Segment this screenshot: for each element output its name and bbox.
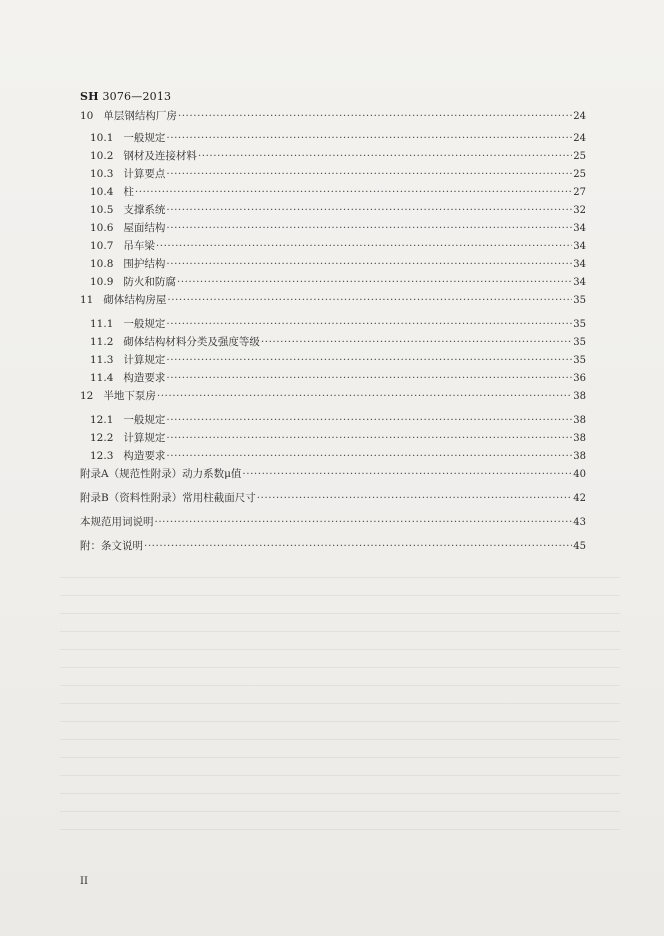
toc-entry-page: 35 — [573, 319, 586, 330]
toc-entry[interactable] — [80, 538, 586, 554]
toc-leader-dots — [144, 538, 572, 554]
toc-entry[interactable] — [90, 334, 586, 350]
toc-entry-number: 10.2 — [90, 150, 114, 162]
toc-entry-page: 42 — [573, 493, 586, 504]
toc-entry-page: 34 — [573, 259, 586, 270]
toc-entry-page: 34 — [573, 241, 586, 252]
toc-leader-dots — [166, 166, 572, 182]
toc-entry-title: 附录B（资料性附录）常用柱截面尺寸 — [80, 492, 256, 504]
standard-number: 3076—2013 — [102, 90, 172, 103]
toc-leader-dots — [155, 514, 573, 530]
toc-entry-title: 一般规定 — [123, 132, 166, 144]
toc-entry-title: 支撑系统 — [123, 204, 166, 216]
toc-leader-dots — [166, 202, 572, 218]
toc-entry-page: 25 — [573, 151, 586, 162]
toc-entry-title: 构造要求 — [123, 450, 166, 462]
toc-entry-number: 12 — [80, 390, 94, 402]
toc-entry-title: 砌体结构材料分类及强度等级 — [123, 336, 260, 348]
toc-entry-page: 38 — [573, 433, 586, 444]
toc-entry-page: 35 — [573, 295, 586, 306]
toc-entry[interactable] — [90, 220, 586, 236]
toc-entry-number: 10.8 — [90, 258, 114, 270]
toc-leader-dots — [166, 370, 572, 386]
toc-entry-number: 11.3 — [90, 354, 114, 366]
toc-entry-page: 36 — [573, 373, 586, 384]
toc-entry-number: 10.5 — [90, 204, 114, 216]
toc-entry-page: 34 — [573, 277, 586, 288]
toc-entry-number: 10.9 — [90, 276, 114, 288]
toc-leader-dots — [135, 184, 572, 200]
toc-entry-title: 附录A（规范性附录）动力系数μ值 — [80, 468, 242, 480]
toc-entry-title: 一般规定 — [123, 318, 166, 330]
toc-leader-dots — [166, 352, 572, 368]
bleed-through-lines — [60, 560, 620, 860]
toc-entry-title: 构造要求 — [123, 372, 166, 384]
toc-entry-title: 一般规定 — [123, 414, 166, 426]
toc-leader-dots — [177, 274, 572, 290]
toc-entry-number: 12.1 — [90, 414, 114, 426]
standard-code: SH — [80, 90, 99, 103]
toc-leader-dots — [167, 292, 572, 308]
toc-entry-title: 钢材及连接材料 — [123, 150, 197, 162]
toc-leader-dots — [257, 490, 573, 506]
toc-entry-title: 屋面结构 — [123, 222, 166, 234]
toc-entry[interactable] — [80, 514, 586, 530]
toc-entry-page: 24 — [573, 133, 586, 144]
toc-entry-title: 围护结构 — [123, 258, 166, 270]
page-number: II — [80, 876, 88, 887]
toc-entry-page: 32 — [573, 205, 586, 216]
toc-entry[interactable] — [90, 238, 586, 254]
toc-entry[interactable] — [90, 448, 586, 464]
toc-entry[interactable] — [90, 316, 586, 332]
toc-leader-dots — [156, 238, 572, 254]
toc-entry[interactable] — [90, 370, 586, 386]
toc-entry-page: 27 — [573, 187, 586, 198]
toc-entry-number: 10.6 — [90, 222, 114, 234]
toc-leader-dots — [166, 316, 572, 332]
toc-entry[interactable] — [90, 430, 586, 446]
toc-entry[interactable] — [80, 108, 586, 124]
toc-entry-page: 24 — [573, 111, 586, 122]
toc-leader-dots — [261, 334, 572, 350]
toc-entry-title: 吊车梁 — [123, 240, 155, 252]
toc-entry-page: 35 — [573, 337, 586, 348]
toc-leader-dots — [166, 220, 572, 236]
toc-entry[interactable] — [80, 388, 586, 404]
toc-entry[interactable] — [90, 412, 586, 428]
toc-entry-number: 10.1 — [90, 132, 114, 144]
toc-entry-title: 砌体结构房屋 — [103, 294, 167, 306]
toc-entry[interactable] — [90, 148, 586, 164]
toc-entry-title: 本规范用词说明 — [80, 516, 154, 528]
toc-entry-number: 10 — [80, 110, 94, 122]
toc-entry-number: 10.4 — [90, 186, 114, 198]
toc-entry-page: 34 — [573, 223, 586, 234]
toc-leader-dots — [242, 466, 572, 482]
toc-leader-dots — [166, 412, 572, 428]
toc-entry-title: 单层钢结构厂房 — [103, 110, 177, 122]
toc-leader-dots — [166, 256, 572, 272]
toc-entry-number: 12.2 — [90, 432, 114, 444]
toc-leader-dots — [166, 130, 572, 146]
toc-entry-number: 11.4 — [90, 372, 114, 384]
toc-entry[interactable] — [90, 130, 586, 146]
toc-leader-dots — [178, 108, 572, 124]
toc-entry[interactable] — [80, 292, 586, 308]
toc-leader-dots — [157, 388, 572, 404]
toc-entry-page: 35 — [573, 355, 586, 366]
toc-entry-page: 43 — [573, 517, 586, 528]
toc-entry-title: 计算规定 — [123, 354, 166, 366]
toc-entry[interactable] — [90, 184, 586, 200]
toc-entry[interactable] — [80, 466, 586, 482]
toc-entry-title: 计算要点 — [123, 168, 166, 180]
toc-leader-dots — [166, 448, 572, 464]
toc-entry-title: 柱 — [123, 186, 134, 198]
toc-entry-page: 38 — [573, 415, 586, 426]
toc-entry[interactable] — [90, 256, 586, 272]
toc-entry[interactable] — [80, 490, 586, 506]
toc-entry-title: 半地下泵房 — [103, 390, 156, 402]
toc-entry-page: 45 — [573, 541, 586, 552]
toc-entry-number: 10.7 — [90, 240, 114, 252]
toc-entry-number: 11.2 — [90, 336, 114, 348]
toc-entry[interactable] — [90, 352, 586, 368]
toc-entry-number: 11 — [80, 294, 94, 306]
toc-entry-title: 防火和防腐 — [123, 276, 176, 288]
toc-entry-page: 25 — [573, 169, 586, 180]
toc-entry[interactable] — [90, 274, 586, 290]
toc-entry-title: 附：条文说明 — [80, 540, 143, 552]
toc-entry-title: 计算规定 — [123, 432, 166, 444]
toc-entry[interactable] — [90, 202, 586, 218]
toc-leader-dots — [166, 430, 572, 446]
toc-entry[interactable] — [90, 166, 586, 182]
toc-entry-page: 38 — [573, 391, 586, 402]
toc-entry-number: 10.3 — [90, 168, 114, 180]
toc-entry-page: 38 — [573, 451, 586, 462]
page-header — [80, 90, 171, 103]
toc-entry-number: 11.1 — [90, 318, 114, 330]
toc-entry-page: 40 — [573, 469, 586, 480]
toc-leader-dots — [198, 148, 572, 164]
toc-entry-number: 12.3 — [90, 450, 114, 462]
